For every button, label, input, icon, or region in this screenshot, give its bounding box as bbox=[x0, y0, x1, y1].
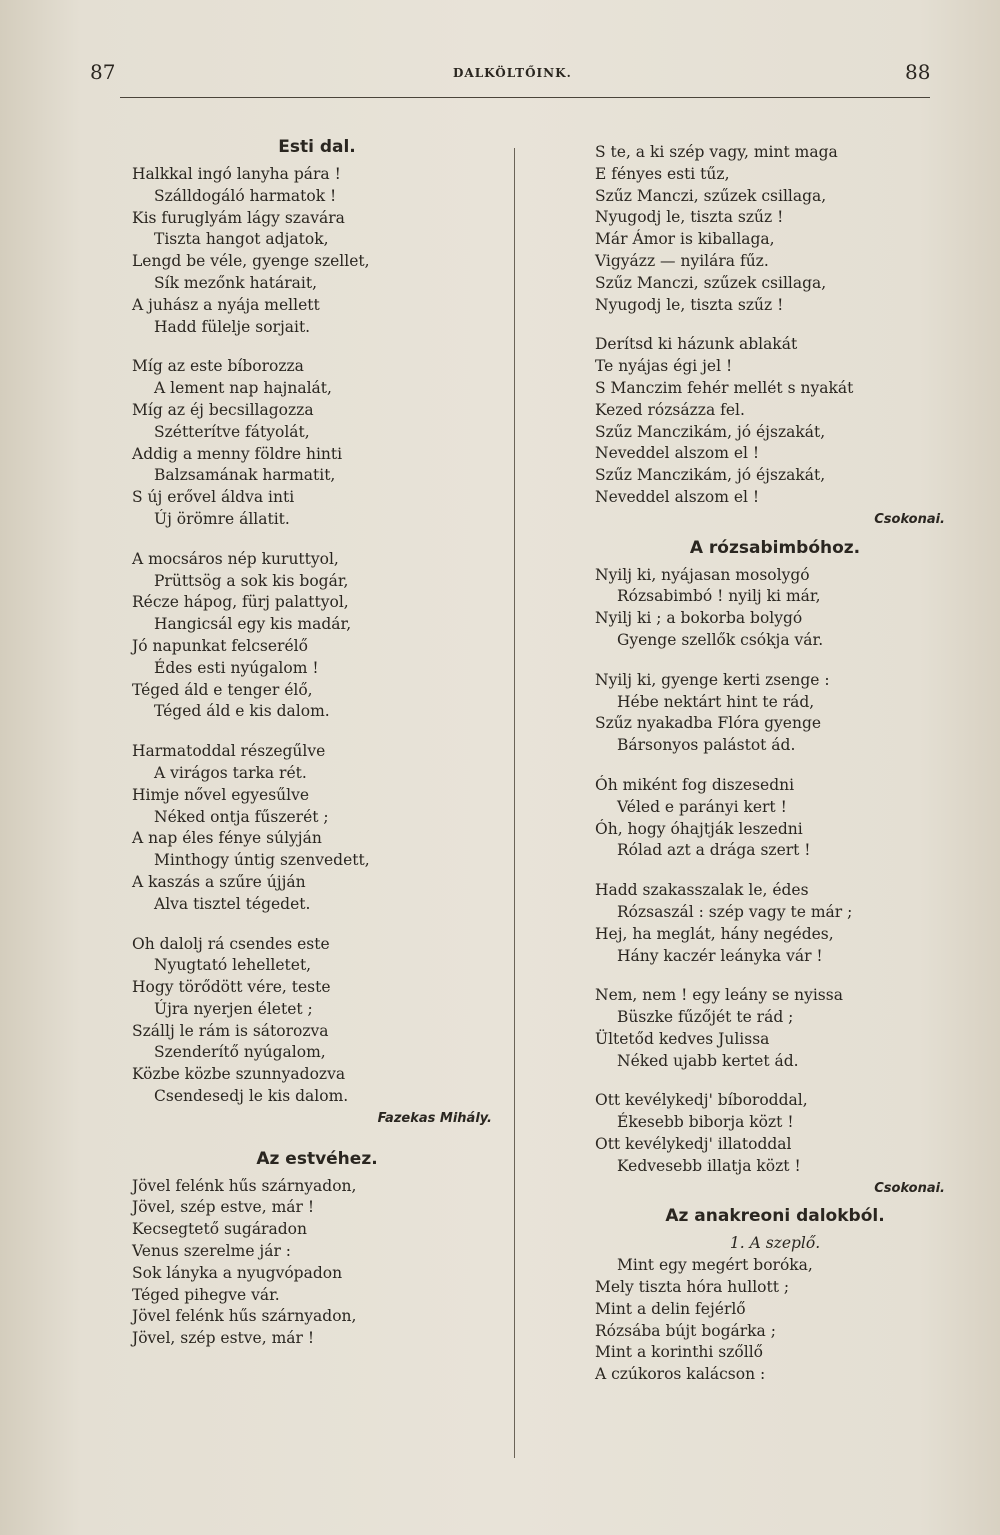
verse-line: Sík mezőnk határait, bbox=[154, 273, 318, 292]
verse-line: Szűz Manczi, szűzek csillaga, bbox=[595, 273, 827, 292]
verse-line: Míg az éj becsillagozza bbox=[132, 400, 314, 419]
poem-author: Csokonai. bbox=[874, 511, 945, 527]
verse-line: Te nyájas égi jel ! bbox=[595, 357, 733, 376]
poem-title: Az estvéhez. bbox=[256, 1148, 378, 1169]
running-title: DALKÖLTŐINK. bbox=[453, 66, 572, 80]
stanza bbox=[595, 985, 955, 1072]
verse-line: Kis furuglyám lágy szavára bbox=[132, 208, 345, 227]
stanza bbox=[132, 1176, 502, 1350]
poem-author: Fazekas Mihály. bbox=[377, 1110, 492, 1126]
verse-line: A juhász a nyája mellett bbox=[132, 295, 320, 314]
verse-line: Vigyázz — nyilára fűz. bbox=[595, 251, 769, 270]
verse-line: Szűz Manczi, szűzek csillaga, bbox=[595, 186, 827, 205]
verse-line: Óh, hogy óhajtják leszedni bbox=[595, 819, 803, 838]
verse-line: Mint a korinthi szőllő bbox=[595, 1343, 764, 1362]
verse-line: Míg az este bíborozza bbox=[132, 357, 304, 376]
verse-line: Szállj le rám is sátorozva bbox=[132, 1021, 329, 1040]
verse-line: Büszke fűzőjét te rád ; bbox=[617, 1008, 794, 1027]
verse-line: Édes esti nyúgalom ! bbox=[154, 658, 319, 677]
poem-body bbox=[595, 1255, 955, 1386]
verse-line: Balzsamának harmatit, bbox=[154, 466, 336, 485]
verse-line: S Manczim fehér mellét s nyakát bbox=[595, 378, 854, 397]
verse-line: Prüttsög a sok kis bogár, bbox=[154, 571, 349, 590]
verse-line: Rózsabimbó ! nyilj ki már, bbox=[617, 587, 821, 606]
stanza bbox=[132, 549, 502, 723]
verse-line: Hány kaczér leányka vár ! bbox=[617, 946, 823, 965]
column-divider bbox=[514, 148, 515, 1458]
verse-line: S te, a ki szép vagy, mint maga bbox=[595, 143, 838, 161]
verse-line: Hébe nektárt hint te rád, bbox=[617, 692, 815, 711]
verse-line: S új erővel áldva inti bbox=[132, 488, 295, 507]
verse-line: Neveddel alszom el ! bbox=[595, 487, 760, 506]
verse-line: A virágos tarka rét. bbox=[154, 763, 307, 782]
verse-line: Véled e parányi kert ! bbox=[617, 797, 787, 816]
verse-line: Szűz Manczikám, jó éjszakát, bbox=[595, 422, 826, 441]
verse-line: Halkkal ingó lanyha pára ! bbox=[132, 165, 341, 183]
verse-line: Kecsegtető sugáradon bbox=[132, 1220, 307, 1239]
verse-line: Néked ujabb kertet ád. bbox=[617, 1051, 799, 1070]
stanza bbox=[595, 670, 955, 757]
stanza bbox=[595, 1255, 955, 1386]
verse-line: Szűz Manczikám, jó éjszakát, bbox=[595, 466, 826, 485]
verse-line: Jövel felénk hűs szárnyadon, bbox=[132, 1176, 357, 1195]
verse-line: Téged áld e kis dalom. bbox=[154, 702, 330, 721]
verse-line: Néked ontja fűszerét ; bbox=[154, 807, 329, 826]
verse-line: Közbe közbe szunnyadozva bbox=[132, 1065, 346, 1084]
verse-line: Kezed rózsázza fel. bbox=[595, 400, 745, 419]
verse-line: Hej, ha meglát, hány negédes, bbox=[595, 924, 834, 943]
header-rule bbox=[120, 97, 930, 98]
verse-line: Jövel, szép estve, már ! bbox=[132, 1329, 315, 1348]
verse-line: E fényes esti tűz, bbox=[595, 164, 730, 183]
verse-line: Addig a menny földre hinti bbox=[132, 444, 343, 463]
left-column bbox=[132, 130, 502, 1368]
verse-line: Récze hápog, fürj palattyol, bbox=[132, 593, 349, 612]
verse-line: Szenderítő nyúgalom, bbox=[154, 1043, 326, 1062]
poem-title: A rózsabimbóhoz. bbox=[689, 537, 861, 558]
verse-line: Új örömre állatit. bbox=[154, 509, 290, 528]
poem-title: Esti dal. bbox=[278, 137, 356, 157]
verse-line: Kedvesebb illatja közt ! bbox=[617, 1156, 801, 1175]
stanza bbox=[595, 334, 955, 508]
verse-line: Szétterítve fátyolát, bbox=[154, 422, 310, 441]
stanza bbox=[132, 356, 502, 530]
verse-line: Óh miként fog diszesedni bbox=[595, 775, 795, 794]
verse-line: Nem, nem ! egy leány se nyissa bbox=[595, 986, 843, 1005]
verse-line: A lement nap hajnalát, bbox=[154, 379, 332, 398]
verse-line: Neveddel alszom el ! bbox=[595, 444, 760, 463]
verse-line: Ott kevélykedj' illatoddal bbox=[595, 1135, 792, 1154]
verse-line: Téged pihegve vár. bbox=[132, 1285, 280, 1304]
verse-line: Himje nővel egyesűlve bbox=[132, 785, 310, 804]
verse-line: Minthogy úntig szenvedett, bbox=[154, 851, 370, 870]
verse-line: Rózsába bújt bogárka ; bbox=[595, 1321, 776, 1340]
stanza bbox=[595, 775, 955, 862]
verse-line: Lengd be véle, gyenge szellet, bbox=[132, 252, 370, 271]
verse-line: Újra nyerjen életet ; bbox=[154, 999, 313, 1018]
verse-line: Mint egy megért boróka, bbox=[617, 1256, 813, 1275]
verse-line: Venus szerelme jár : bbox=[132, 1242, 292, 1261]
verse-line: Mint a delin fejérlő bbox=[595, 1299, 746, 1318]
verse-line: A nap éles fénye súlyján bbox=[132, 829, 322, 848]
verse-line: Jó napunkat felcserélő bbox=[132, 636, 308, 655]
right-page-number: 88 bbox=[905, 60, 931, 84]
verse-line: Bársonyos palástot ád. bbox=[617, 736, 796, 755]
verse-line: Nyugodj le, tiszta szűz ! bbox=[595, 295, 784, 314]
verse-line: Hogy törődött vére, teste bbox=[132, 978, 331, 997]
verse-line: Oh dalolj rá csendes este bbox=[132, 934, 330, 953]
verse-line: Jövel felénk hűs szárnyadon, bbox=[132, 1307, 357, 1326]
verse-line: Téged áld e tenger élő, bbox=[132, 680, 313, 699]
verse-line: Harmatoddal részegűlve bbox=[132, 742, 326, 761]
stanza bbox=[132, 934, 502, 1108]
verse-line: Szűz nyakadba Flóra gyenge bbox=[595, 714, 822, 733]
verse-line: Csendesedj le kis dalom. bbox=[154, 1087, 349, 1106]
verse-line: Jövel, szép estve, már ! bbox=[132, 1198, 315, 1217]
verse-line: Gyenge szellők csókja vár. bbox=[617, 630, 824, 649]
left-page-number: 87 bbox=[90, 60, 116, 84]
verse-line: Rólad azt a drága szert ! bbox=[617, 841, 811, 860]
verse-line: Derítsd ki házunk ablakát bbox=[595, 335, 798, 354]
poem-body bbox=[132, 164, 502, 1108]
stanza bbox=[595, 142, 955, 316]
verse-line: Nyilj ki, gyenge kerti zsenge : bbox=[595, 670, 830, 689]
verse-line: Hangicsál egy kis madár, bbox=[154, 615, 352, 634]
verse-line: Hadd fülelje sorjait. bbox=[154, 317, 311, 336]
verse-line: Alva tisztel tégedet. bbox=[154, 894, 311, 913]
poem-subtitle: 1. A szeplő. bbox=[729, 1234, 821, 1253]
verse-line: Nyilj ki ; a bokorba bolygó bbox=[595, 609, 803, 628]
poem-author: Csokonai. bbox=[874, 1180, 945, 1196]
verse-line: Már Ámor is kiballaga, bbox=[595, 230, 775, 249]
verse-line: A mocsáros nép kuruttyol, bbox=[132, 549, 339, 568]
verse-line: Ültetőd kedves Julissa bbox=[595, 1029, 770, 1048]
verse-line: Sok lányka a nyugvópadon bbox=[132, 1263, 343, 1282]
poem-title: Az anakreoni dalokból. bbox=[665, 1206, 885, 1227]
verse-line: Ott kevélykedj' bíboroddal, bbox=[595, 1091, 808, 1110]
verse-line: Rózsaszál : szép vagy te már ; bbox=[617, 902, 853, 921]
poem-body bbox=[595, 565, 955, 1178]
poem-body bbox=[132, 1176, 502, 1350]
verse-line: Hadd szakasszalak le, édes bbox=[595, 881, 809, 900]
verse-line: Tiszta hangot adjatok, bbox=[154, 230, 329, 249]
verse-line: Szálldogáló harmatok ! bbox=[154, 186, 337, 205]
page-header bbox=[0, 60, 1000, 90]
stanza bbox=[132, 741, 502, 915]
poem-body bbox=[595, 142, 955, 509]
verse-line: Mely tiszta hóra hullott ; bbox=[595, 1278, 790, 1297]
stanza bbox=[132, 164, 502, 338]
verse-line: A czúkoros kalácson : bbox=[595, 1365, 766, 1384]
right-column bbox=[595, 142, 955, 1404]
verse-line: Nyugodj le, tiszta szűz ! bbox=[595, 208, 784, 227]
stanza bbox=[595, 1090, 955, 1177]
stanza bbox=[595, 565, 955, 652]
verse-line: Nyugtató lehelletet, bbox=[154, 956, 312, 975]
verse-line: Nyilj ki, nyájasan mosolygó bbox=[595, 565, 810, 584]
stanza bbox=[595, 880, 955, 967]
verse-line: A kaszás a szűre újján bbox=[132, 872, 306, 891]
verse-line: Ékesebb biborja közt ! bbox=[617, 1113, 794, 1132]
